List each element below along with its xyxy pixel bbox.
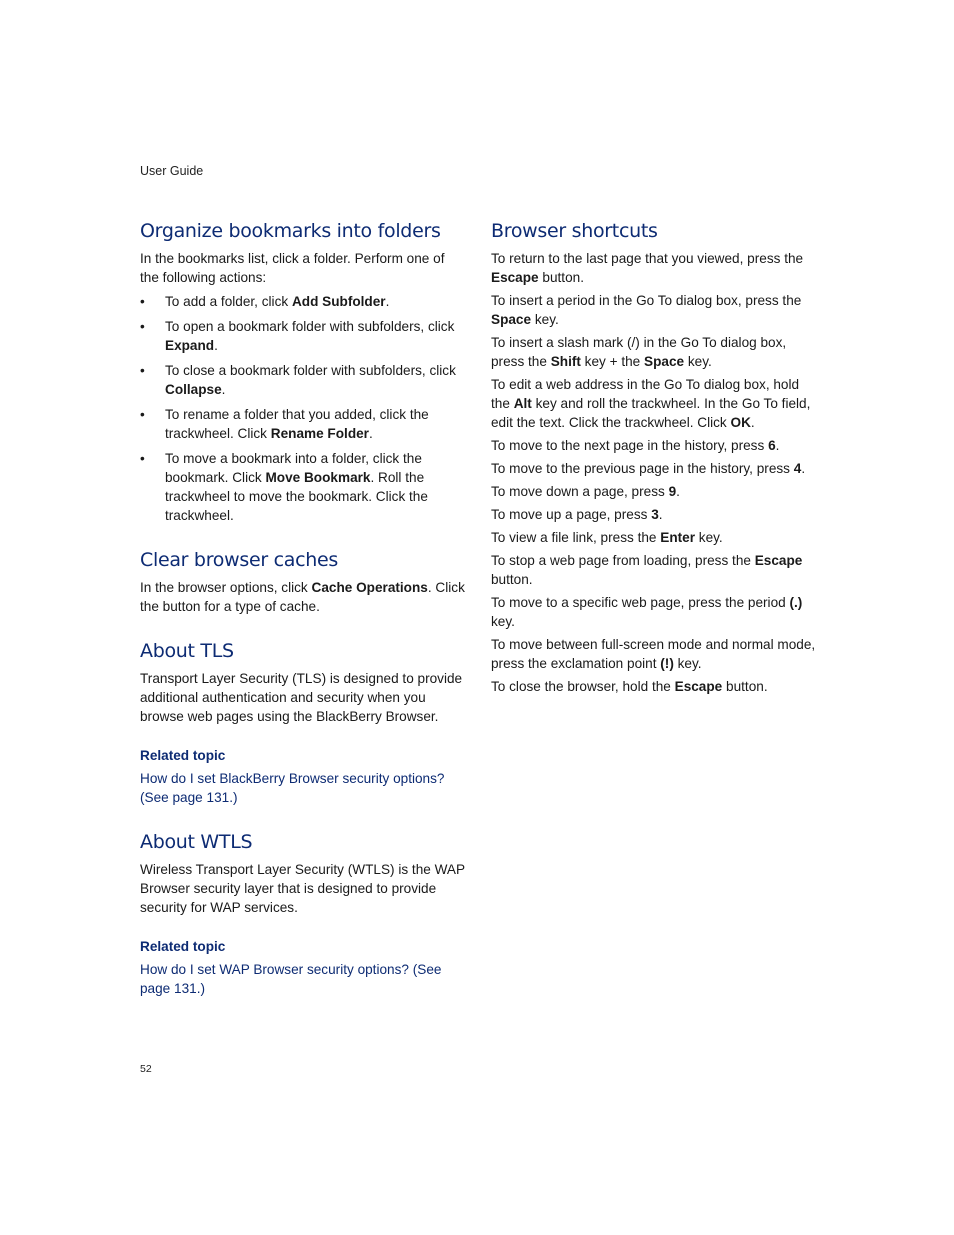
key-term: Enter [660, 530, 695, 545]
key-term: Escape [754, 553, 803, 568]
left-column [140, 218, 465, 1020]
list-item: • To move a bookmark into a folder, click the bookmark. Click Move Bookmark. Roll the trackwheel to move the bookmark. Click the trackwheel. [140, 449, 465, 525]
shortcut-item: To stop a web page from loading, press the Escape button. [491, 553, 803, 587]
section-title: Browser shortcuts [491, 220, 658, 242]
section-clear-caches [140, 547, 465, 616]
key-term: 6 [768, 438, 776, 453]
section-body: Wireless Transport Layer Security (WTLS) is the WAP Browser security layer that is designed to provide security for WAP services. [140, 862, 465, 915]
shortcut-item: To move to a specific web page, press the period (.) key. [491, 595, 803, 629]
ui-term: Add Subfolder [291, 294, 386, 309]
section-title: About TLS [140, 640, 234, 662]
key-term: (!) [660, 656, 674, 671]
section-title: Organize bookmarks into folders [140, 220, 441, 242]
shortcut-item: To insert a slash mark (/) in the Go To dialog box, press the Shift key + the Space key. [491, 335, 787, 369]
related-topic-heading: Related topic [140, 748, 226, 763]
shortcut-item: To view a file link, press the Enter key. [491, 530, 723, 545]
list-item: • To rename a folder that you added, click the trackwheel. Click Rename Folder. [140, 405, 465, 443]
shortcut-item: To move between full-screen mode and normal mode, press the exclamation point (!) key. [491, 637, 816, 671]
section-body: In the browser options, click Cache Operations. Click the button for a type of cache. [140, 580, 465, 614]
key-term: Alt [513, 396, 532, 411]
shortcut-item: To edit a web address in the Go To dialog box, hold the Alt key and roll the trackwheel. In the Go To field, edit the text. Click the trackwheel. Click OK. [491, 377, 811, 430]
ui-term: Move Bookmark [265, 470, 371, 485]
list-item: • To add a folder, click Add Subfolder. [140, 292, 465, 311]
ui-term: Expand [165, 338, 215, 353]
shortcut-item: To close the browser, hold the Escape button. [491, 679, 768, 694]
key-term: Escape [674, 679, 723, 694]
shortcut-item: To move to the next page in the history, press 6. [491, 438, 780, 453]
section-body: Transport Layer Security (TLS) is designed to provide additional authentication and security when you browse web pages using the BlackBerry Browser. [140, 671, 463, 724]
related-topic-link[interactable]: How do I set BlackBerry Browser security options? (See page 131.) [140, 771, 445, 805]
key-term: 9 [668, 484, 677, 499]
shortcut-item: To move to the previous page in the history, press 4. [491, 461, 806, 476]
section-title: Clear browser caches [140, 549, 338, 571]
key-term: (.) [789, 595, 803, 610]
shortcut-item: To move up a page, press 3. [491, 507, 663, 522]
shortcut-item: To return to the last page that you viewed, press the Escape button. [491, 251, 804, 285]
key-term: 4 [793, 461, 802, 476]
list-item: • To open a bookmark folder with subfolders, click Expand. [140, 317, 465, 355]
section-intro: In the bookmarks list, click a folder. Perform one of the following actions: [140, 251, 445, 285]
section-title: About WTLS [140, 831, 253, 853]
action-list [140, 292, 465, 525]
page-number: 52 [140, 1063, 152, 1075]
ui-term: Collapse [165, 382, 222, 397]
list-item: • To close a bookmark folder with subfolders, click Collapse. [140, 361, 465, 399]
key-term: Escape [491, 270, 539, 285]
shortcut-item: To insert a period in the Go To dialog box, press the Space key. [491, 293, 802, 327]
key-term: Shift [550, 354, 581, 369]
ui-term: Cache Operations [311, 580, 428, 595]
right-column [491, 218, 816, 700]
key-term: 3 [651, 507, 659, 522]
key-term: Space [491, 312, 532, 327]
section-about-tls [140, 638, 465, 807]
section-about-wtls [140, 829, 465, 998]
running-header: User Guide [140, 164, 204, 178]
ui-term: Rename Folder [270, 426, 369, 441]
shortcut-item: To move down a page, press 9. [491, 484, 680, 499]
related-topic-heading: Related topic [140, 939, 226, 954]
section-organize-bookmarks [140, 218, 465, 525]
related-topic-link[interactable]: How do I set WAP Browser security options? (See page 131.) [140, 962, 442, 996]
